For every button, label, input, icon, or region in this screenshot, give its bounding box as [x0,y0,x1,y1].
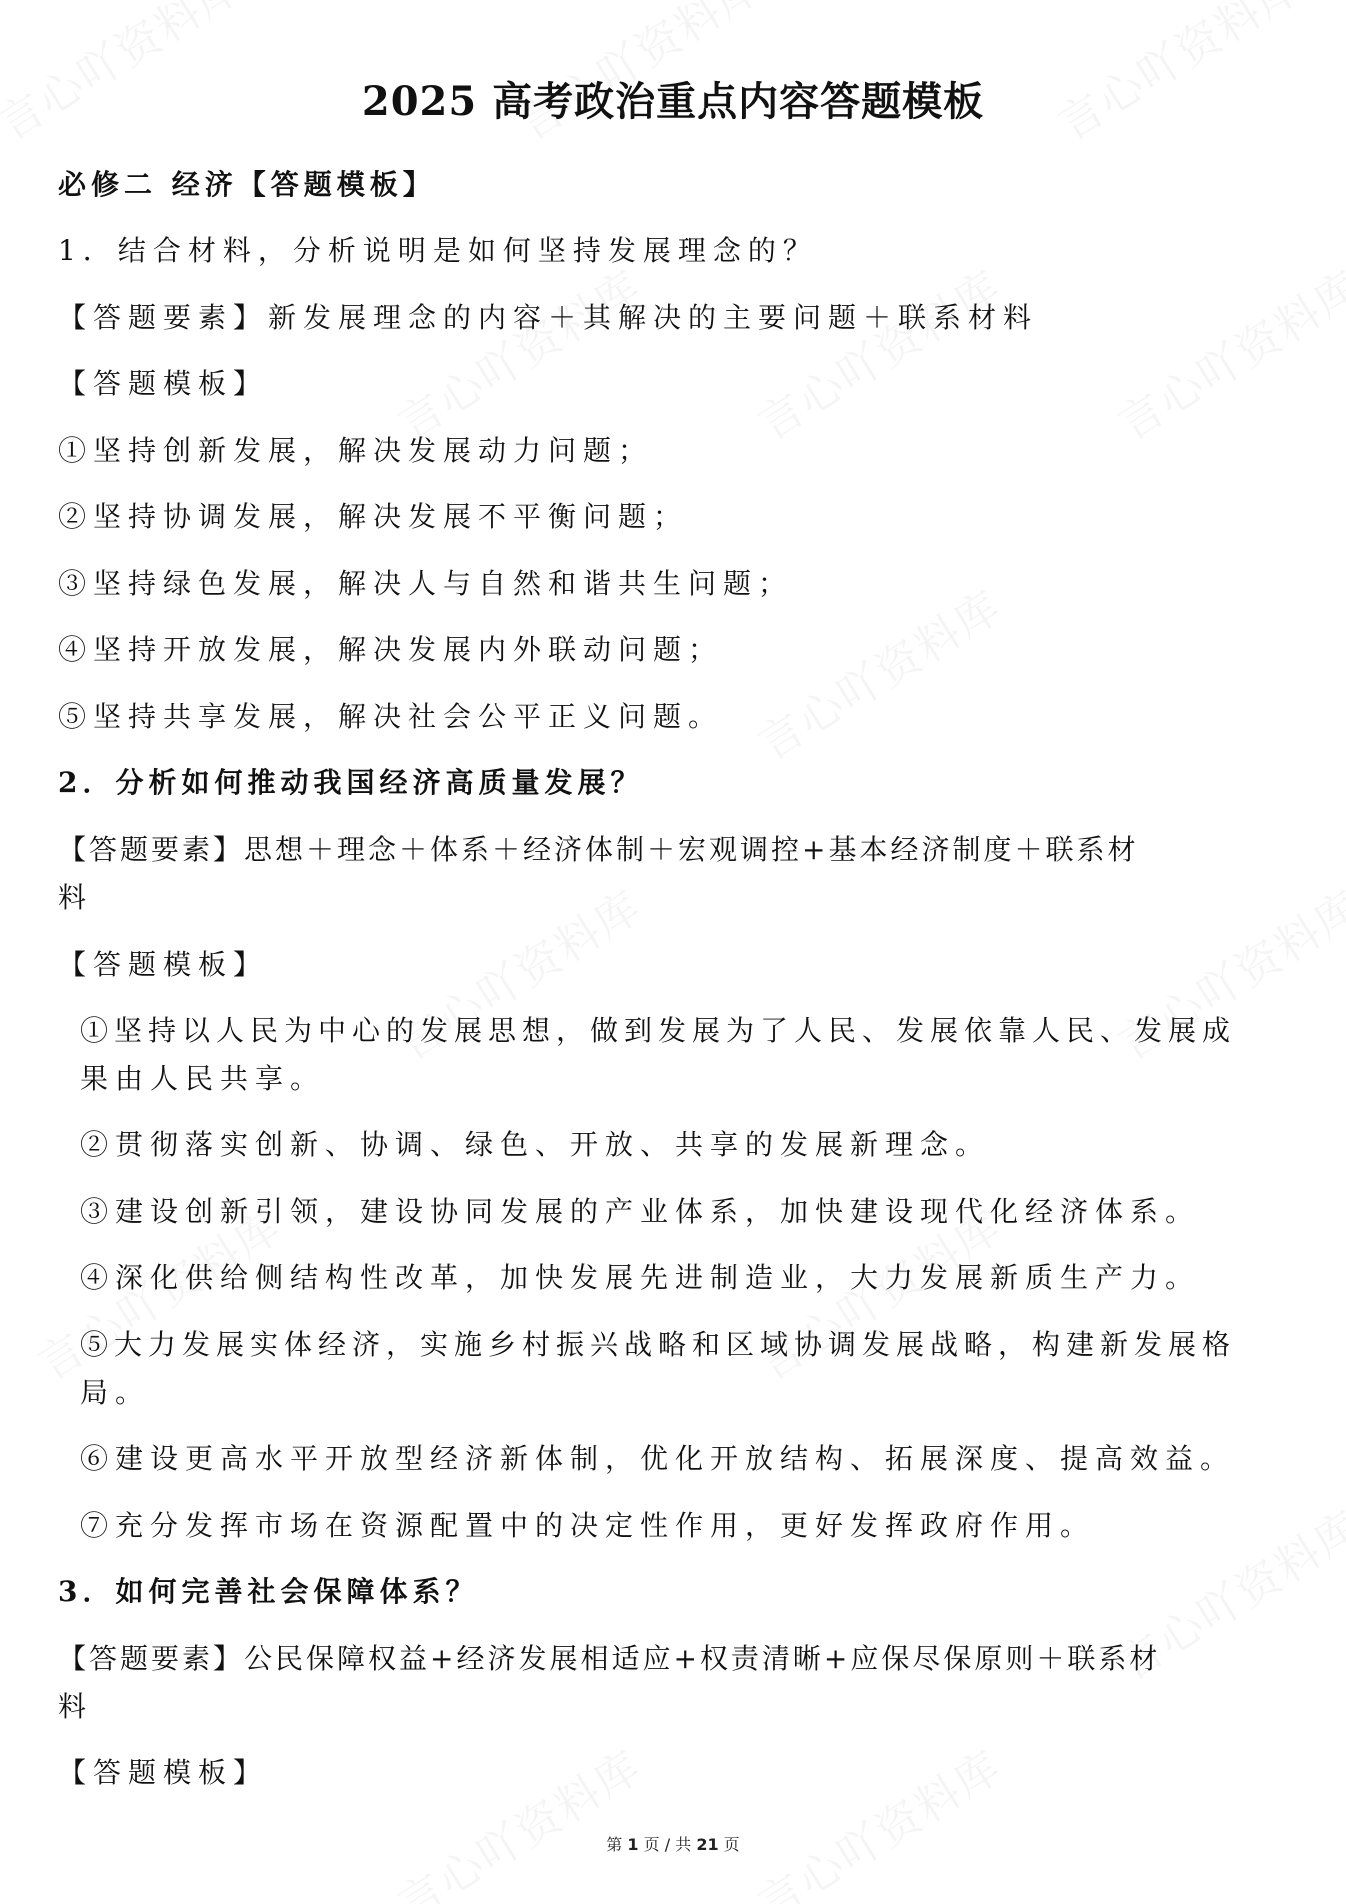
answer-point: ⑥建设更高水平开放型经济新体制，优化开放结构、拓展深度、提高效益。 [80,1442,1236,1475]
section-heading: 必修二 经济【答题模板】 [58,168,436,201]
answer-point: ④坚持开放发展，解决发展内外联动问题； [58,633,724,666]
answer-point-cont: 果由人民共享。 [80,1062,326,1095]
question-2-elements: 【答题要素】思想＋理念＋体系＋经济体制＋宏观调控+基本经济制度＋联系材 [58,833,1139,866]
question-2: 2．分析如何推动我国经济高质量发展？ [58,766,644,799]
answer-point: ①坚持以人民为中心的发展思想，做到发展为了人民、发展依靠人民、发展成 [80,1014,1237,1047]
answer-point: ③坚持绿色发展，解决人与自然和谐共生问题； [58,567,794,600]
page-footer [0,1832,1346,1855]
answer-point: ②坚持协调发展，解决发展不平衡问题； [58,500,689,533]
question-1-template-label: 【答题模板】 [58,367,269,400]
question-3-template-label: 【答题模板】 [58,1756,269,1789]
footer-middle: 页 / 共 [643,1835,692,1854]
question-3-elements-cont: 料 [58,1690,92,1723]
question-1-elements: 【答题要素】新发展理念的内容＋其解决的主要问题＋联系材料 [58,301,1039,334]
question-2-elements-cont: 料 [58,881,92,914]
footer-suffix: 页 [723,1835,740,1854]
answer-point: ②贯彻落实创新、协调、绿色、开放、共享的发展新理念。 [80,1128,991,1161]
question-3: 3．如何完善社会保障体系？ [58,1575,479,1608]
answer-point: ①坚持创新发展，解决发展动力问题； [58,434,654,467]
footer-total-pages: 21 [696,1835,719,1854]
answer-point: ⑤大力发展实体经济，实施乡村振兴战略和区域协调发展战略，构建新发展格 [80,1328,1237,1361]
question-3-elements: 【答题要素】公民保障权益+经济发展相适应+权责清晰+应保尽保原则＋联系材 [58,1642,1161,1675]
question-2-template-label: 【答题模板】 [58,948,269,981]
answer-point: ③建设创新引领，建设协同发展的产业体系，加快建设现代化经济体系。 [80,1195,1201,1228]
footer-page-number: 1 [627,1835,639,1854]
answer-point: ⑤坚持共享发展，解决社会公平正义问题。 [58,700,724,733]
answer-point: ④深化供给侧结构性改革，加快发展先进制造业，大力发展新质生产力。 [80,1261,1201,1294]
answer-point: ⑦充分发挥市场在资源配置中的决定性作用，更好发挥政府作用。 [80,1509,1096,1542]
page-title: 2025 高考政治重点内容答题模板 [361,78,985,125]
answer-point-cont: 局。 [80,1376,151,1409]
question-1: 1．结合材料，分析说明是如何坚持发展理念的？ [58,234,818,267]
footer-prefix: 第 [606,1835,623,1854]
